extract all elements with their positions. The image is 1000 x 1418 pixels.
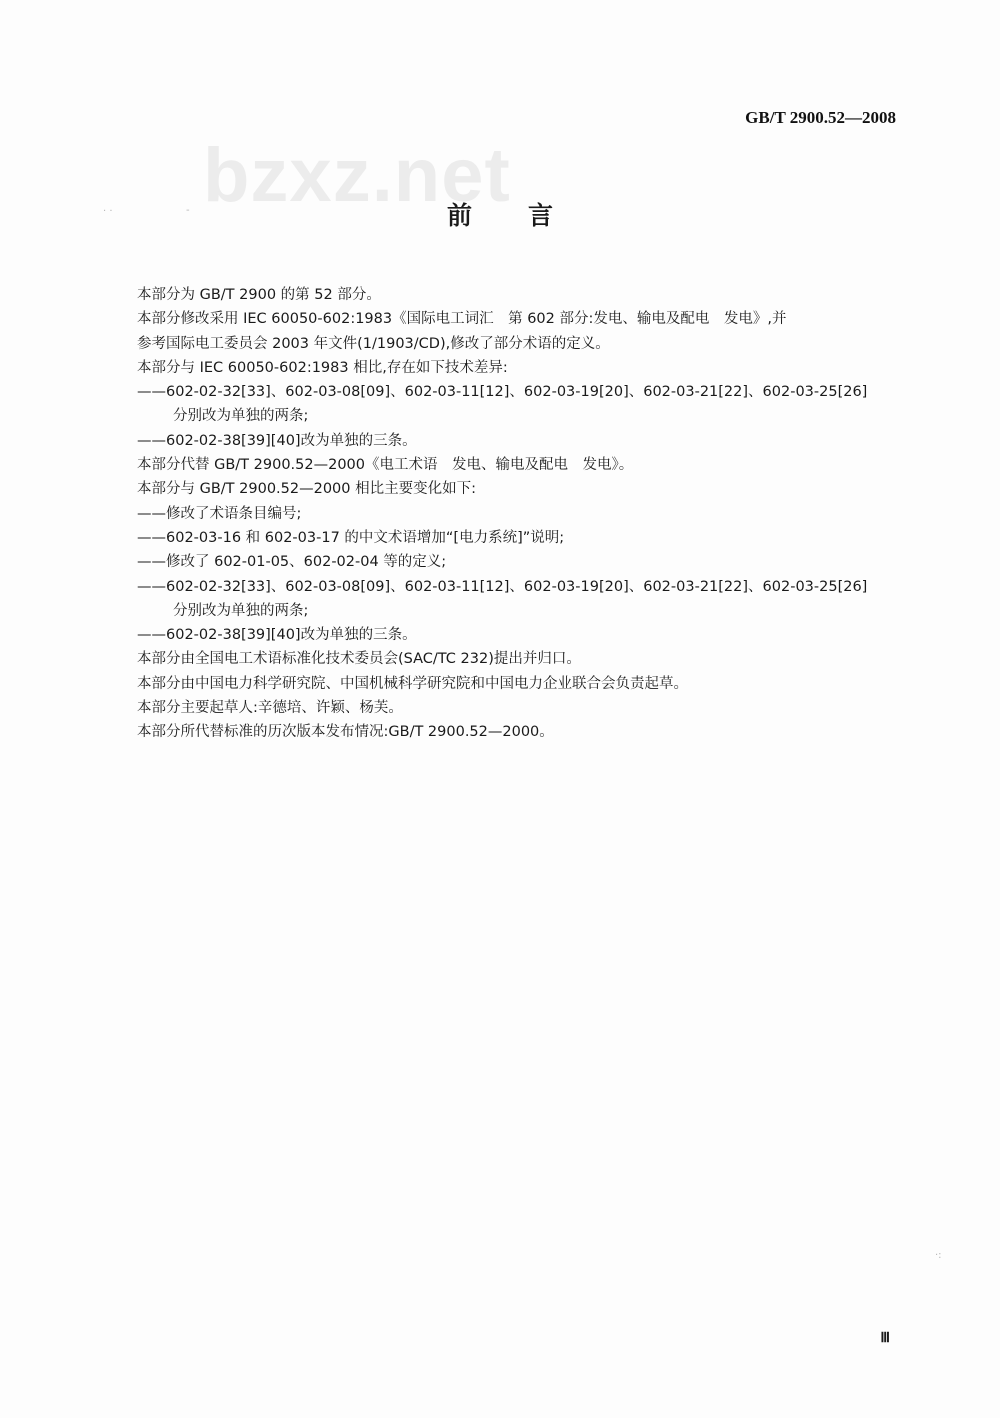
scan-speck: - <box>186 205 190 216</box>
scan-speck: · · <box>103 206 113 217</box>
foreword-line: 分别改为单独的两条; <box>173 408 309 425</box>
foreword-line: ——602-02-32[33]、602-03-08[09]、602-03-11[12]、602-03-19[20]、602-03-21[22]、602-03-25[26] <box>137 578 868 595</box>
page-number: Ⅲ <box>880 1331 890 1346</box>
watermark: bzxz.net <box>203 133 511 218</box>
foreword-line: 本部分主要起草人:辛德培、许颖、杨芙。 <box>137 700 403 717</box>
foreword-line: ——602-03-16 和 602-03-17 的中文术语增加“[电力系统]”说明; <box>137 529 565 546</box>
foreword-line: 本部分代替 GB/T 2900.52—2000《电工术语 发电、输电及配电 发电》。 <box>137 457 634 474</box>
page-title: 前言 <box>446 201 609 230</box>
foreword-line: 本部分由全国电工术语标准化技术委员会(SAC/TC 232)提出并归口。 <box>137 651 581 668</box>
foreword-line: ——修改了术语条目编号; <box>137 505 302 522</box>
foreword-line: ——修改了 602-01-05、602-02-04 等的定义; <box>137 554 447 571</box>
standard-code: GB/T 2900.52—2008 <box>745 108 896 127</box>
foreword-line: 本部分为 GB/T 2900 的第 52 部分。 <box>137 287 381 303</box>
foreword-line: 参考国际电工委员会 2003 年文件(1/1903/CD),修改了部分术语的定义。 <box>137 335 610 352</box>
scan-speck: ·: <box>935 1250 942 1261</box>
foreword-line: 分别改为单独的两条; <box>173 602 309 619</box>
foreword-line: ——602-02-32[33]、602-03-08[09]、602-03-11[12]、602-03-19[20]、602-03-21[22]、602-03-25[26] <box>137 384 868 401</box>
foreword-line: 本部分由中国电力科学研究院、中国机械科学研究院和中国电力企业联合会负责起草。 <box>137 675 688 692</box>
foreword-line: 本部分所代替标准的历次版本发布情况:GB/T 2900.52—2000。 <box>137 724 554 741</box>
foreword-line: ——602-02-38[39][40]改为单独的三条。 <box>137 627 417 644</box>
foreword-line: 本部分与 IEC 60050-602:1983 相比,存在如下技术差异: <box>137 359 508 376</box>
foreword-body <box>137 283 901 745</box>
foreword-line: ——602-02-38[39][40]改为单独的三条。 <box>137 432 417 449</box>
foreword-line: 本部分修改采用 IEC 60050-602:1983《国际电工词汇 第 602 部分:发电、输电及配电 发电》,并 <box>137 311 787 328</box>
foreword-line: 本部分与 GB/T 2900.52—2000 相比主要变化如下: <box>137 481 477 498</box>
